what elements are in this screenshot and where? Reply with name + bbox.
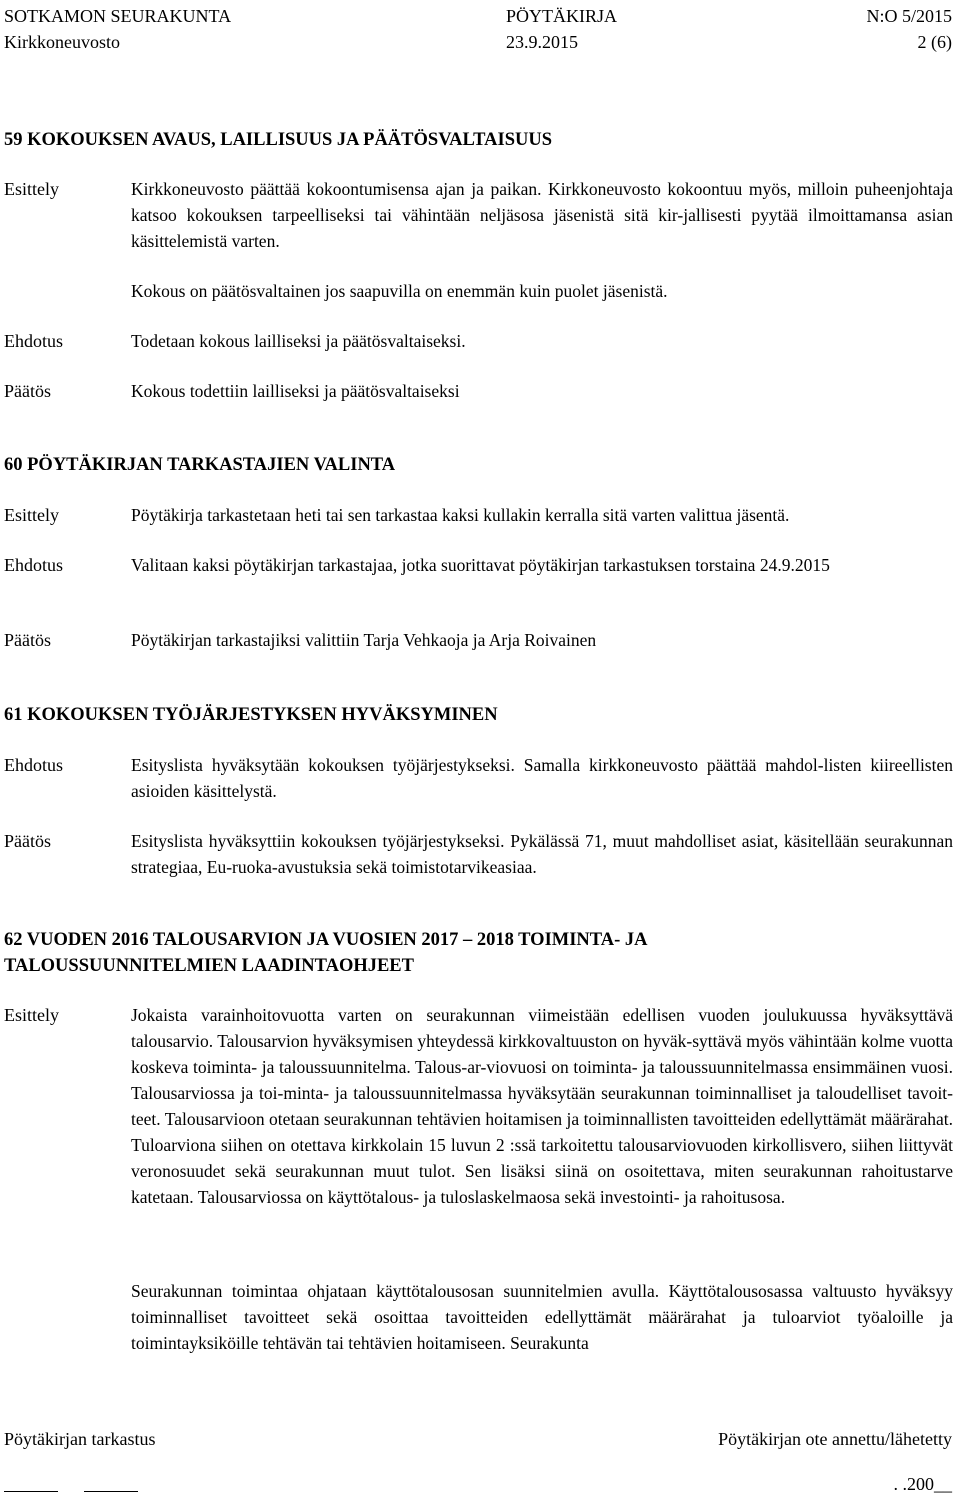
label-ehdotus: Ehdotus [4, 555, 64, 575]
section-61-paatos: Esityslista hyväksyttiin kokouksen työjärjestykseksi. Pykälässä 71, muut mahdolliset asiat, käsitellään seurakunnan strategiaa, Eu-ruoka-avustuksia sekä toimistotarvikeasiaa. [131, 831, 953, 877]
footer-date-stub: . .200__ [893, 1474, 952, 1494]
section-62-esittely: Jokaista varainhoitovuotta varten on seurakunnan viimeistään edellisen vuoden joulukuussa hyväksyttävä talousarvio. Talousarvion hyväksymisen yhteydessä kirkkovaltuuston on hyväk-syttävä myös vähintään kolme vuotta koskeva toiminta- ja taloussuunnitelma. Talous-ar-viovuosi on toiminta- ja taloussuunnitelmassa ensimmäinen vuosi. Talousarviossa ja toi-minta- ja taloussuunnitelmassa hyväksytään seurakunnan toiminnalliset ja taloudelliset tavoit-teet. Talousarvioon otetaan seurakunnan tehtävien hoitamisen ja toiminnallisten tavoitteiden edellyttämät määrärahat. Tuloarviona siihen on otettava kirkkolain 15 luvun 2 :ssä tarkoitettu talousarviovuoden kirkollisvero, siihen liittyvät veronosuudet sekä seurakunnan muut tulot. Sen lisäksi siinä on osoitettava, miten seurakunnan rahoitustarve katetaan. Talousarviossa on käyttötalous- ja tuloslaskelmaosa sekä investointi- ja rahoitusosa. [131, 1005, 953, 1207]
section-60-esittely: Pöytäkirja tarkastetaan heti tai sen tarkastaa kaksi kullakin kerralla sitä varten valittua jäsentä. [131, 505, 790, 525]
label-ehdotus: Ehdotus [4, 331, 64, 351]
section-59-esittely: Kirkkoneuvosto päättää kokoontumisensa ajan ja paikan. Kirkkoneuvosto kokoontuu myös, milloin puheenjohtaja katsoo kokouksen tarpeelliseksi tai vähintään neljäsosa jäsenistä sitä kir-jallisesti pyytää ilmoittamansa asian käsittelemistä varten. [131, 179, 953, 251]
label-esittely: Esittely [4, 179, 59, 199]
doc-number: N:O 5/2015 [866, 6, 952, 26]
meeting-date: 23.9.2015 [506, 32, 578, 52]
section-62-esittely-cont: Seurakunnan toimintaa ohjataan käyttötalousosan suunnitelmien avulla. Käyttötalousosassa valtuusto hyväksyy toiminnalliset tavoitteet sekä osoittaa tavoitteiden edellyttämät määrärahat ja tuloarviot työaloille ja toimintayksiköille tehtävän tai tehtävien hoitamiseen. Seurakunta [131, 1281, 953, 1353]
doc-type: PÖYTÄKIRJA [506, 6, 618, 26]
section-59-heading: 59 KOKOUKSEN AVAUS, LAILLISUUS JA PÄÄTÖSVALTAISUUS [4, 130, 552, 150]
page-number: 2 (6) [917, 32, 952, 52]
section-60-heading: 60 PÖYTÄKIRJAN TARKASTAJIEN VALINTA [4, 455, 396, 475]
meeting-body: Kirkkoneuvosto [4, 32, 120, 52]
label-esittely: Esittely [4, 1005, 59, 1025]
label-paatos: Päätös [4, 831, 51, 851]
label-paatos: Päätös [4, 381, 51, 401]
signature-line [4, 1491, 58, 1492]
section-60-paatos: Pöytäkirjan tarkastajiksi valittiin Tarja Vehkaoja ja Arja Roivainen [131, 630, 597, 650]
footer-inspection-label: Pöytäkirjan tarkastus [4, 1429, 156, 1449]
section-60-ehdotus: Valitaan kaksi pöytäkirjan tarkastajaa, jotka suorittavat pöytäkirjan tarkastuksen torstaina 24.9.2015 [131, 555, 830, 575]
org-name: SOTKAMON SEURAKUNTA [4, 6, 232, 26]
section-61-ehdotus: Esityslista hyväksytään kokouksen työjärjestykseksi. Samalla kirkkoneuvosto päättää mahdol-listen kiireellisten asioiden käsittelystä. [131, 755, 953, 801]
footer-excerpt-label: Pöytäkirjan ote annettu/lähetetty [718, 1429, 952, 1449]
section-59-esittely-quorum: Kokous on päätösvaltainen jos saapuvilla on enemmän kuin puolet jäsenistä. [131, 281, 668, 301]
signature-line [84, 1491, 138, 1492]
section-61-heading: 61 KOKOUKSEN TYÖJÄRJESTYKSEN HYVÄKSYMINEN [4, 705, 498, 725]
section-62-heading-cont: TALOUSSUUNNITELMIEN LAADINTAOHJEET [4, 956, 414, 976]
label-esittely: Esittely [4, 505, 59, 525]
label-ehdotus: Ehdotus [4, 755, 64, 775]
section-59-ehdotus: Todetaan kokous lailliseksi ja päätösvaltaiseksi. [131, 331, 466, 351]
label-paatos: Päätös [4, 630, 51, 650]
section-59-paatos: Kokous todettiin lailliseksi ja päätösvaltaiseksi [131, 381, 460, 401]
section-62-heading: 62 VUODEN 2016 TALOUSARVION JA VUOSIEN 2017 – 2018 TOIMINTA- JA [4, 930, 648, 950]
